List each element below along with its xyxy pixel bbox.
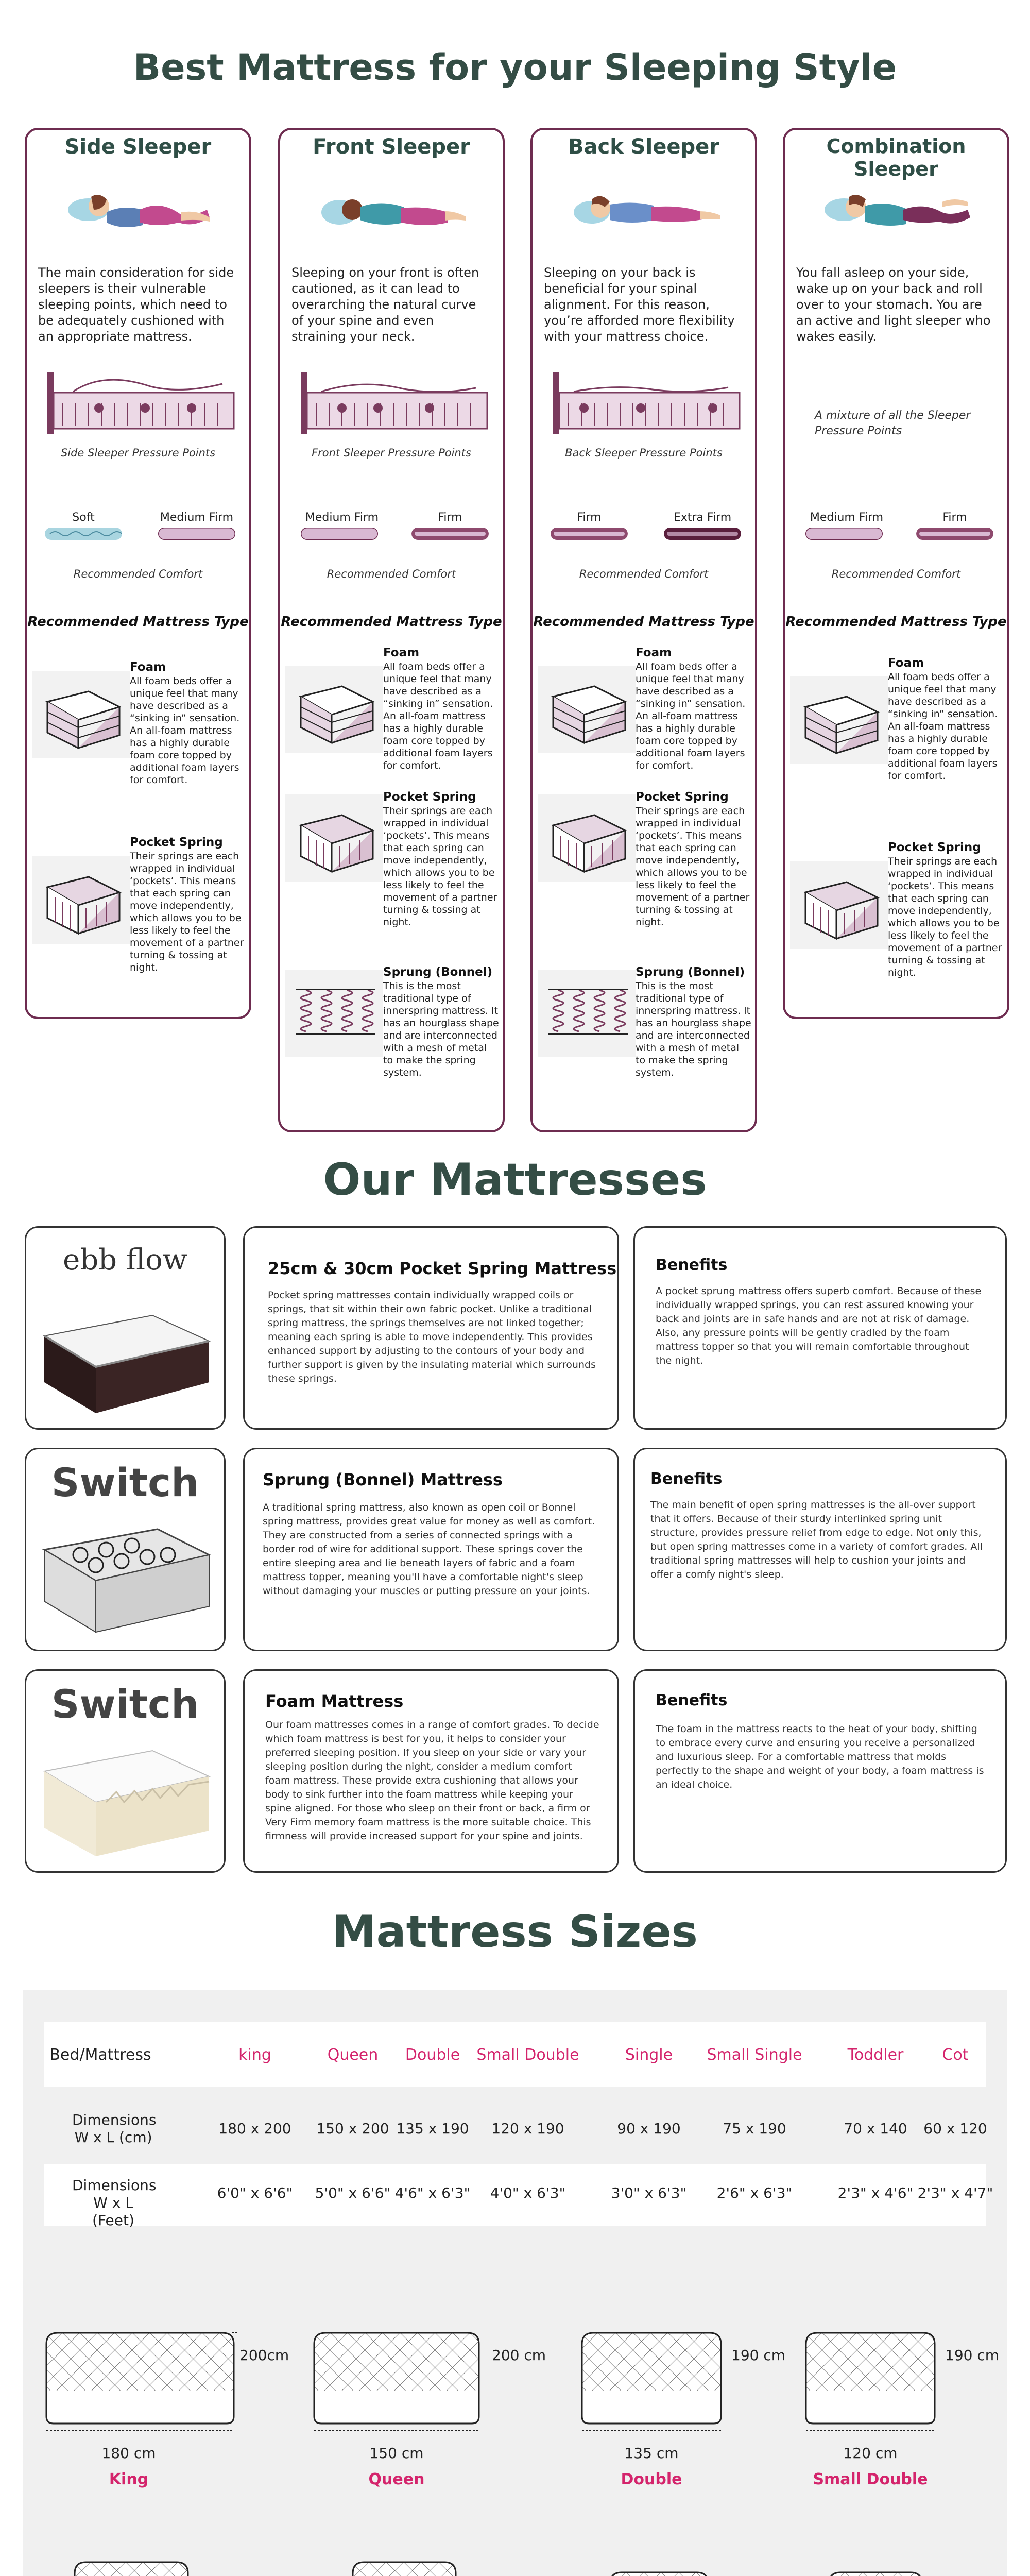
mattress-type-name: Pocket Spring <box>383 790 476 804</box>
table-header-label: Bed/Mattress <box>49 2046 151 2064</box>
comfort-label-2: Firm <box>942 511 967 524</box>
table-cell: 70 x 140 <box>844 2120 907 2137</box>
foam-mattress-icon <box>538 666 636 753</box>
table-header-cell: Cot <box>942 2046 969 2064</box>
bonnel-info-card <box>243 1448 619 1651</box>
pressure-points-bed-icon <box>296 362 491 439</box>
benefits-title: Benefits <box>656 1691 728 1709</box>
size-length-label: 190 cm <box>731 2347 786 2364</box>
pressure-caption: A mixture of all the Sleeper Pressure Points <box>815 409 971 437</box>
king-mattress-diagram <box>36 2324 242 2437</box>
combination-sleeper-illustration <box>821 181 975 243</box>
mattress-title: Sprung (Bonnel) Mattress <box>263 1470 503 1489</box>
mattress-title: 25cm & 30cm Pocket Spring Mattress <box>268 1259 617 1278</box>
toddler-mattress-diagram <box>600 2563 718 2576</box>
size-width-label: 120 cm <box>843 2445 898 2462</box>
card-description: Sleeping on your back is beneficial for your spinal alignment. For this reason, you’re afforded more flexibility with your mattress choice. <box>544 265 735 344</box>
table-cell: 2'6" x 6'3" <box>716 2184 793 2201</box>
mattress-type-heading: Recommended Mattress Type <box>27 614 249 630</box>
table-cell: 90 x 190 <box>617 2120 681 2137</box>
mattress-type-desc: Their springs are each wrapped in individual ‘pockets’. This means that each spring can move independently, which allows you to be less likely to feel the movement of a partner turning & tossing at night. <box>130 851 244 973</box>
mattress-type-name: Sprung (Bonnel) <box>636 965 745 979</box>
pocket-spring-mattress-photo <box>34 1295 217 1418</box>
benefits-text: A pocket sprung mattress offers superb comfort. Because of these individually wrapped springs, you can rest assured knowing your back and joints are in safe hands and are not at risk of damage. Also, any pressure points will be gently cradled by the foam mattress topper so that you will remain comfortable throughout the night. <box>656 1285 982 1366</box>
foam-mattress-icon <box>32 671 130 758</box>
table-cell: 60 x 120 <box>923 2120 987 2137</box>
pressure-caption: Side Sleeper Pressure Points <box>60 447 216 459</box>
comfort-label-1: Soft <box>72 511 95 524</box>
size-length-label: 190 cm <box>945 2347 1000 2364</box>
comfort-bar-medium-firm <box>158 528 235 540</box>
mattress-type-name: Foam <box>636 646 672 659</box>
size-width-label: 180 cm <box>101 2445 156 2462</box>
comfort-bar-soft <box>45 528 122 540</box>
table-cell: 180 x 200 <box>218 2120 291 2137</box>
table-cell: 2'3" x 4'7" <box>917 2184 993 2201</box>
mattress-description: Pocket spring mattresses contain individually wrapped coils or springs, that sit within their own fabric pocket. Unlike a traditional spring mattress, the springs themselves are not linked together; meaning each spring is able to move independently. This provides enhanced support by adjusting to the contours of your body and further support is given by the insulating material which surrounds these springs. <box>268 1290 596 1384</box>
comfort-bar-firm <box>916 528 993 540</box>
mattress-type-desc: This is the most traditional type of innerspring mattress. It has an hourglass shape and are interconnected with a mesh of metal to make the spring system. <box>383 980 499 1078</box>
size-name-label: Small Double <box>813 2470 928 2488</box>
single-mattress-diagram <box>64 2553 198 2576</box>
comfort-label-1: Medium Firm <box>810 511 884 524</box>
sleeper-card-combination <box>783 128 1009 1019</box>
comfort-label-2: Medium Firm <box>160 511 234 524</box>
bonnel-benefits-card <box>633 1448 1007 1651</box>
small-double-mattress-diagram <box>796 2324 945 2437</box>
table-cell: 120 x 190 <box>491 2120 564 2137</box>
comfort-label-2: Extra Firm <box>673 511 732 524</box>
comfort-bar-firm <box>551 528 628 540</box>
table-header-cell: Queen <box>327 2046 379 2064</box>
size-width-label: 135 cm <box>624 2445 679 2462</box>
size-name-label: King <box>109 2470 149 2488</box>
mattress-type-name: Pocket Spring <box>636 790 729 804</box>
sleeper-card-side <box>25 128 251 1019</box>
card-title: Side Sleeper <box>64 135 212 159</box>
sizes-table-header-row <box>44 2022 986 2087</box>
mattress-type-desc: All foam beds offer a unique feel that many have described as a “sinking in” sensation. An all-foam mattress has a highly durable foam core topped by additional foam layers for comfort. <box>130 675 240 786</box>
table-cell: 5'0" x 6'6" <box>315 2184 391 2201</box>
table-cell: 3'0" x 6'3" <box>611 2184 687 2201</box>
benefits-title: Benefits <box>650 1470 723 1488</box>
ebbflow-logo: ebb flow <box>63 1243 187 1277</box>
cot-mattress-diagram <box>819 2563 932 2576</box>
comfort-label-2: Firm <box>438 511 462 524</box>
table-cell: 150 x 200 <box>316 2120 389 2137</box>
our-mattresses-heading: Our Mattresses <box>323 1154 707 1206</box>
recommended-comfort-label: Recommended Comfort <box>831 568 961 580</box>
mattress-type-heading: Recommended Mattress Type <box>281 614 502 630</box>
mattress-type-name: Foam <box>383 646 420 659</box>
front-sleeper-illustration <box>316 181 471 243</box>
pocket-spring-mattress-icon <box>285 794 383 882</box>
back-sleeper-illustration <box>569 181 723 243</box>
mattress-type-name: Pocket Spring <box>888 841 981 854</box>
pressure-points-bed-icon <box>548 362 744 439</box>
mattress-type-heading: Recommended Mattress Type <box>533 614 754 630</box>
table-header-cell: king <box>238 2046 271 2064</box>
recommended-comfort-label: Recommended Comfort <box>327 568 456 580</box>
pocket-spring-mattress-icon <box>538 794 636 882</box>
comfort-bar-extra-firm <box>664 528 741 540</box>
table-cell: 6'0" x 6'6" <box>217 2184 293 2201</box>
table-header-cell: Small Single <box>707 2046 802 2064</box>
table-cell: 4'6" x 6'3" <box>394 2184 471 2201</box>
card-title: Front Sleeper <box>313 135 470 159</box>
queen-mattress-diagram <box>304 2324 489 2437</box>
switch-logo: Switch <box>51 1681 199 1727</box>
size-length-label: 200 cm <box>492 2347 546 2364</box>
table-cell: 4'0" x 6'3" <box>490 2184 566 2201</box>
pressure-points-bed-icon <box>42 362 238 439</box>
mattress-type-desc: All foam beds offer a unique feel that many have described as a “sinking in” sensation. An all-foam mattress has a highly durable foam core topped by additional foam layers for comfort. <box>636 661 746 771</box>
pocket-spring-benefits-card <box>633 1226 1007 1430</box>
foam-mattress-icon <box>790 676 888 764</box>
bonnel-spring-mattress-icon <box>285 970 383 1057</box>
table-header-cell: Double <box>405 2046 460 2064</box>
mattress-sizes-heading: Mattress Sizes <box>332 1906 698 1958</box>
size-name-label: Double <box>621 2470 682 2488</box>
mattress-type-desc: Their springs are each wrapped in individual ‘pockets’. This means that each spring can move independently, which allows you to be less likely to feel the movement of a partner turning & tossing at night. <box>888 856 1002 978</box>
brand-card-ebbflow <box>25 1226 226 1430</box>
mattress-description: A traditional spring mattress, also known as open coil or Bonnel spring mattress, provides great value for money as well as comfort. They are constructed from a series of connected springs with a border rod of wire for additional support. These springs cover the entire sleeping area and lie beneath layers of fabric and a foam mattress topper, meaning you'll have a comfortable night's sleep without damaging your muscles or putting pressure on your joints. <box>263 1502 595 1597</box>
mattress-type-name: Pocket Spring <box>130 836 223 849</box>
sleeper-card-back <box>530 128 757 1132</box>
table-cell: 135 x 190 <box>396 2120 469 2137</box>
card-description: Sleeping on your front is often cautioned, as it can lead to overarching the natural curve of your spine and even straining your neck. <box>291 265 479 344</box>
pocket-spring-mattress-icon <box>32 856 130 944</box>
pressure-caption: Front Sleeper Pressure Points <box>312 447 471 459</box>
recommended-comfort-label: Recommended Comfort <box>579 568 709 580</box>
benefits-text: The main benefit of open spring mattresses is the all-over support that it offers. Because of their sturdy interlinked spring unit structure, provides pressure relief from edge to edge. Not only this, but open spring mattresses come in a variety of comfort grades. All traditional spring mattresses will help to cushion your joints and offer a comfy night's sleep. <box>650 1499 983 1580</box>
sleeper-card-front <box>278 128 505 1132</box>
card-description: You fall asleep on your side, wake up on your back and roll over to your stomach. You are an active and light sleeper who wakes easily. <box>796 265 991 344</box>
benefits-title: Benefits <box>656 1256 728 1274</box>
foam-mattress-icon <box>285 666 383 753</box>
sizes-table-row-cm <box>44 2102 986 2159</box>
recommended-comfort-label: Recommended Comfort <box>73 568 203 580</box>
mattress-type-desc: This is the most traditional type of innerspring mattress. It has an hourglass shape and are interconnected with a mesh of metal to make the spring system. <box>636 980 751 1078</box>
page-title: Best Mattress for your Sleeping Style <box>133 46 897 89</box>
table-header-cell: Single <box>625 2046 673 2064</box>
mattress-type-name: Foam <box>130 660 166 674</box>
foam-mattress-photo <box>34 1735 217 1864</box>
table-header-cell: Small Double <box>476 2046 579 2064</box>
mattress-type-heading: Recommended Mattress Type <box>785 614 1007 630</box>
bonnel-spring-mattress-photo <box>34 1514 217 1642</box>
card-description: The main consideration for side sleepers is their vulnerable sleeping points, which need to be adequately cushioned with an appropriate mattress. <box>38 265 234 344</box>
pressure-caption: Back Sleeper Pressure Points <box>565 447 723 459</box>
mattress-type-desc: All foam beds offer a unique feel that many have described as a “sinking in” sensation. An all-foam mattress has a highly durable foam core topped by additional foam layers for comfort. <box>888 671 998 782</box>
size-length-label: 200cm <box>239 2347 289 2364</box>
mattress-type-desc: Their springs are each wrapped in individual ‘pockets’. This means that each spring can move independently, which allows you to be less likely to feel the movement of a partner turning & tossing at night. <box>636 805 750 928</box>
switch-logo: Switch <box>51 1460 199 1505</box>
benefits-text: The foam in the mattress reacts to the heat of your body, shifting to embrace every curve and ensuring you receive a personalized and luxurious sleep. For a comfortable mattress that molds perfectly to the shape and weight of your body, a foam mattress is an ideal choice. <box>656 1723 984 1790</box>
row-label: Dimensions W x L (cm) <box>72 2111 157 2146</box>
comfort-bar-medium-firm <box>301 528 378 540</box>
brand-card-switch-bonnel <box>25 1448 226 1651</box>
comfort-label-1: Medium Firm <box>305 511 379 524</box>
double-mattress-diagram <box>572 2324 731 2437</box>
mattress-type-name: Foam <box>888 656 924 670</box>
table-cell: 2'3" x 4'6" <box>837 2184 914 2201</box>
comfort-bar-medium-firm <box>805 528 883 540</box>
table-header-cell: Toddler <box>847 2046 904 2064</box>
pocket-spring-info-card <box>243 1226 619 1430</box>
mattress-title: Foam Mattress <box>265 1691 404 1711</box>
pocket-spring-mattress-icon <box>790 861 888 949</box>
mattress-type-desc: Their springs are each wrapped in individual ‘pockets’. This means that each spring can move independently, which allows you to be less likely to feel the movement of a partner turning & tossing at night. <box>383 805 497 928</box>
mattress-type-name: Sprung (Bonnel) <box>383 965 493 979</box>
side-sleeper-illustration <box>63 181 217 243</box>
card-title: Combination Sleeper <box>826 135 966 180</box>
mattress-description: Our foam mattresses comes in a range of comfort grades. To decide which foam mattress is best for you, it helps to consider your preferred sleeping position. If you sleep on your side or vary your sleeping position during the night, consider a medium comfort foam mattress. These provide extra cushioning that allows your body to sink further into the foam mattress while keeping your spine aligned. For those who sleep on their front or back, a firm or Very Firm memory foam mattress is the more suitable choice. This firmness will provide increased support for your spine and joints. <box>265 1719 599 1842</box>
table-cell: 75 x 190 <box>723 2120 786 2137</box>
bonnel-spring-mattress-icon <box>538 970 636 1057</box>
size-name-label: Queen <box>368 2470 425 2488</box>
small-single-mattress-diagram <box>342 2553 466 2576</box>
foam-benefits-card <box>633 1669 1007 1873</box>
size-width-label: 150 cm <box>369 2445 424 2462</box>
foam-info-card <box>243 1669 619 1873</box>
brand-card-switch-foam <box>25 1669 226 1873</box>
row-label: Dimensions W x L (Feet) <box>72 2177 157 2229</box>
comfort-bar-firm <box>411 528 489 540</box>
sizes-table-row-feet <box>44 2164 993 2229</box>
comfort-label-1: Firm <box>577 511 602 524</box>
card-title: Back Sleeper <box>568 135 719 159</box>
mattress-type-desc: All foam beds offer a unique feel that many have described as a “sinking in” sensation. An all-foam mattress has a highly durable foam core topped by additional foam layers for comfort. <box>383 661 493 771</box>
